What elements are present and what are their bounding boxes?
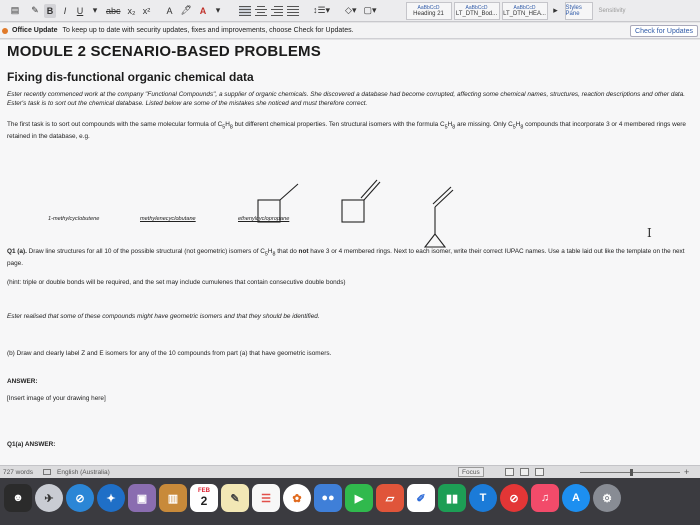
task-h-3: H <box>515 121 521 128</box>
sensitivity-button[interactable]: Sensitivity <box>598 7 626 14</box>
molecule-label-2: methylenecyclobutane <box>140 216 196 222</box>
page-title: MODULE 2 SCENARIO-BASED PROBLEMS <box>7 43 321 60</box>
style-lt-dtn-hea[interactable] <box>502 2 548 20</box>
molecule-structures <box>250 152 470 252</box>
section-subtitle: Fixing dis-functional organic chemical data <box>7 70 254 84</box>
superscript-button[interactable]: x² <box>142 5 151 16</box>
style-lt-dtn-hea-label: LT_DTN_HEA... <box>503 10 546 17</box>
molecule-label-1: 1-methylcyclobutene <box>48 216 100 222</box>
proofing-icon[interactable] <box>43 469 51 475</box>
font-color-button[interactable]: A <box>199 5 207 16</box>
style-gallery-expand-icon[interactable]: ▸ <box>553 5 558 15</box>
zoom-in-icon[interactable]: + <box>684 467 690 477</box>
check-for-updates-button[interactable]: Check for Updates <box>630 25 698 37</box>
underline-dropdown-icon[interactable]: ▾ <box>92 5 98 15</box>
launchpad-icon[interactable]: ✈ <box>35 484 63 512</box>
question-1a-not: not <box>298 248 309 255</box>
question-1a-text-1: Draw line structures for all 10 of the possible structural (not geometric) isomers of C <box>28 248 265 255</box>
align-center-icon[interactable] <box>255 6 267 16</box>
styles-pane-button[interactable]: Styles Pane <box>565 2 593 20</box>
notes-icon[interactable]: ✎ <box>221 484 249 512</box>
style-heading-21[interactable] <box>406 2 452 20</box>
ribbon-toolbar <box>0 0 700 22</box>
pages-icon[interactable]: ✐ <box>407 484 435 512</box>
style-heading-21-label: Heading 21 <box>413 10 444 17</box>
safari-icon[interactable]: ⊘ <box>66 484 94 512</box>
contacts-icon[interactable]: ▥ <box>159 484 187 512</box>
line-spacing-icon[interactable]: ↕☰▾ <box>312 5 331 15</box>
question-1a-text-3: have 3 or 4 membered rings. Next to each isomer, write their correct IUPAC names. Use a table laid out like the template on the next page. <box>7 248 685 268</box>
italic-button[interactable]: I <box>63 5 67 16</box>
zoom-slider-knob[interactable] <box>630 469 633 476</box>
messages-icon[interactable]: ●● <box>314 484 342 512</box>
align-right-icon[interactable] <box>271 6 283 16</box>
hint-text: (hint: triple or double bonds will be required, and the set may include cumulenes that contain consecutive double bonds) <box>7 279 346 286</box>
format-painter-icon[interactable]: ✎ <box>31 5 39 15</box>
photos-icon[interactable]: ✿ <box>283 484 311 512</box>
task-paragraph <box>7 120 697 141</box>
question-1a-label: Q1 (a). <box>7 248 27 255</box>
style-lt-dtn-bod-preview: AaBbCcD <box>465 4 488 11</box>
web-layout-view-icon[interactable] <box>520 468 529 476</box>
task-sub-2: 8 <box>229 124 233 131</box>
zoom-slider[interactable] <box>580 472 680 473</box>
question-1a-sub-1: 5 <box>264 251 268 258</box>
align-left-icon[interactable] <box>239 6 251 16</box>
system-preferences-icon[interactable]: ⚙ <box>593 484 621 512</box>
calendar-month: FEB <box>198 488 210 494</box>
bold-button[interactable]: B <box>44 4 56 18</box>
justify-icon[interactable] <box>287 6 299 16</box>
facetime-icon[interactable]: ▶ <box>345 484 373 512</box>
task-sub-4: 8 <box>452 124 456 131</box>
task-text-1: The first task is to sort out compounds with the same molecular formula of C <box>7 121 223 128</box>
photos-app-icon[interactable]: ▣ <box>128 484 156 512</box>
news-icon[interactable]: ⊘ <box>500 484 528 512</box>
paste-button[interactable]: ▤ <box>10 5 20 15</box>
word-count[interactable]: 727 words <box>3 468 33 476</box>
style-heading-21-preview: AaBbCcD <box>417 4 440 11</box>
numbers-icon[interactable]: ▮▮ <box>438 484 466 512</box>
keynote-icon[interactable]: ▱ <box>376 484 404 512</box>
style-lt-dtn-bod-label: LT_DTN_Bod... <box>455 10 498 17</box>
focus-button[interactable]: Focus <box>458 467 484 477</box>
borders-icon[interactable]: ▢▾ <box>363 5 377 15</box>
structure-ethenylcyclopropane <box>425 187 453 247</box>
music-icon[interactable]: ♫ <box>531 484 559 512</box>
insert-image-placeholder[interactable]: [Insert image of your drawing here] <box>7 395 106 402</box>
document-page[interactable] <box>0 40 700 465</box>
task-h-1: H <box>225 121 230 128</box>
text-cursor-icon: I <box>647 226 652 240</box>
update-alert-icon <box>2 28 8 34</box>
task-sub-3: 5 <box>444 124 448 131</box>
update-bar-message: To keep up to date with security updates, fixes and improvements, choose Check for Updates. <box>62 27 354 34</box>
print-layout-view-icon[interactable] <box>505 468 514 476</box>
calendar-icon[interactable] <box>190 484 218 512</box>
task-sub-6: 8 <box>520 124 524 131</box>
subscript-button[interactable]: x₂ <box>127 5 136 16</box>
finder-icon[interactable]: ☻ <box>4 484 32 512</box>
shading-icon[interactable]: ◇▾ <box>345 5 357 15</box>
ester-note: Ester realised that some of these compounds might have geometric isomers and that they should be identified. <box>7 313 320 320</box>
office-update-bar <box>0 23 700 39</box>
style-lt-dtn-hea-preview: AaBbCcD <box>513 4 536 11</box>
app-store-icon[interactable]: ✦ <box>97 484 125 512</box>
task-h-2: H <box>447 121 453 128</box>
reminders-icon[interactable]: ☰ <box>252 484 280 512</box>
question-1a-sub-2: 8 <box>272 251 276 258</box>
task-text-3: are missing. Only C <box>455 121 513 128</box>
molecule-label-3: ethenylcyclopropane <box>238 216 290 222</box>
question-1a-h: H <box>267 248 273 255</box>
task-sub-1: 5 <box>222 124 226 131</box>
question-1a-text-2: that do <box>275 248 299 255</box>
task-text-2: but different chemical properties. Ten structural isomers with the formula C <box>232 121 445 128</box>
question-1a-paragraph <box>7 247 697 268</box>
style-lt-dtn-bod[interactable] <box>454 2 500 20</box>
status-bar <box>0 465 700 478</box>
text-effects-button[interactable]: A <box>166 5 173 16</box>
dock <box>0 478 700 525</box>
q1a-answer-label: Q1(a) ANSWER: <box>7 441 56 448</box>
font-color-dropdown-icon[interactable]: ▾ <box>215 5 221 15</box>
update-bar-label: Office Update <box>12 27 58 34</box>
task-text-4: compounds that incorporate 3 or 4 membered rings were retained in the database, e.g. <box>7 121 686 141</box>
dock-icons <box>4 484 621 512</box>
view-buttons <box>505 468 544 476</box>
teams-icon[interactable]: T <box>469 484 497 512</box>
system-app-store-icon[interactable]: A <box>562 484 590 512</box>
underline-button[interactable]: U <box>76 5 84 16</box>
question-1b-text: (b) Draw and clearly label Z and E isomers for any of the 10 compounds from part (a) that have geometric isomers. <box>7 350 332 357</box>
highlight-icon[interactable]: 🖊 <box>180 5 192 15</box>
task-sub-5: 5 <box>512 124 516 131</box>
answer-label: ANSWER: <box>7 378 38 385</box>
calendar-day: 2 <box>200 494 208 508</box>
outline-view-icon[interactable] <box>535 468 544 476</box>
language-indicator[interactable]: English (Australia) <box>57 468 110 476</box>
intro-paragraph: Ester recently commenced work at the company "Functional Compounds", a supplier of organic chemicals. She discovered a database had become corrupted, affecting some chemical names, structures, reaction descriptions and other data. Ester's task is to sort out the chemical database. Listed below are some of the mistakes she noticed and must therefore correct. <box>7 91 686 107</box>
strikethrough-button[interactable]: abc <box>106 5 121 16</box>
structure-methylenecyclobutane <box>342 180 380 222</box>
